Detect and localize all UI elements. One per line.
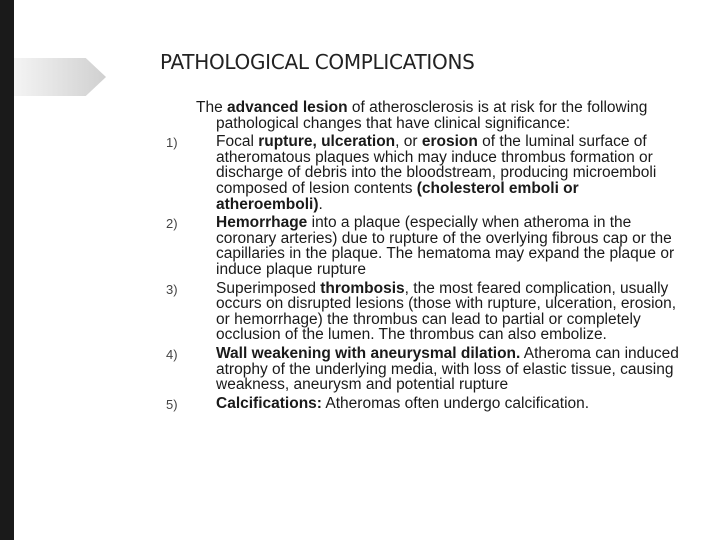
left-edge-strip: [0, 0, 14, 540]
list-item-text: [216, 134, 686, 212]
list-item-text: [216, 396, 686, 413]
bold-text-segment: Hemorrhage: [216, 214, 308, 232]
title-arrow-banner: [14, 58, 106, 96]
list-item-text: [216, 281, 686, 343]
bold-text-segment: Wall weakening with aneurysmal dilation.: [216, 344, 521, 362]
slide-body: [166, 100, 686, 412]
list-item-number: 1): [166, 135, 178, 151]
list-item-number: 5): [166, 396, 178, 412]
text-segment: Atheromas often undergo calcification.: [321, 394, 590, 412]
text-segment: into a plaque (especially when atheroma in the coronary arteries) due to rupture of the overlying fibrous cap or the capillaries in the plaque. The hematoma may expand the plaque or induce plaque rupture: [216, 214, 675, 278]
text-segment: Focal: [216, 133, 259, 151]
bold-text-segment: Calcifications:: [216, 394, 322, 412]
bold-text-segment: advanced lesion: [227, 99, 348, 116]
list-item-text: [216, 346, 686, 393]
list-item: [166, 134, 686, 212]
bold-text-segment: rupture, ulceration: [258, 133, 396, 151]
list-item-text: [216, 215, 686, 277]
text-segment: , or: [395, 133, 422, 151]
list-item: [166, 215, 686, 277]
intro-paragraph: [166, 100, 686, 131]
list-item: [166, 281, 686, 343]
list-item-number: 3): [166, 281, 178, 297]
slide-title: PATHOLOGICAL COMPLICATIONS: [160, 50, 475, 74]
list-item: [166, 396, 686, 413]
text-segment: , the most feared complication, usually occurs on disrupted lesions (those with rupture, ulceration, erosion, or hemorrhage) the thrombus can lead to partial or completely occlusion of the lumen. The thrombus can also embolize.: [216, 279, 677, 344]
list-item-number: 2): [166, 216, 178, 232]
bold-text-segment: erosion: [421, 133, 478, 151]
text-segment: of the luminal surface of atheromatous plaques which may induce thrombus formation or discharge of debris into the bloodstream, producing microemboli composed of lesion contents: [216, 133, 657, 197]
text-segment: .: [318, 195, 323, 213]
list-item: [166, 346, 686, 393]
bold-text-segment: thrombosis: [320, 279, 405, 297]
complication-list: [166, 134, 686, 412]
bold-text-segment: (cholesterol emboli or atheroemboli): [216, 179, 579, 213]
list-item-number: 4): [166, 346, 178, 362]
text-segment: of atherosclerosis is at risk for the following pathological changes that have clinical significance:: [216, 99, 648, 132]
text-segment: The: [196, 99, 228, 116]
text-segment: Atheroma can induced atrophy of the underlying media, with loss of elastic tissue, causing weakness, aneurysm and potential rupture: [216, 344, 679, 394]
text-segment: Superimposed: [216, 279, 321, 297]
